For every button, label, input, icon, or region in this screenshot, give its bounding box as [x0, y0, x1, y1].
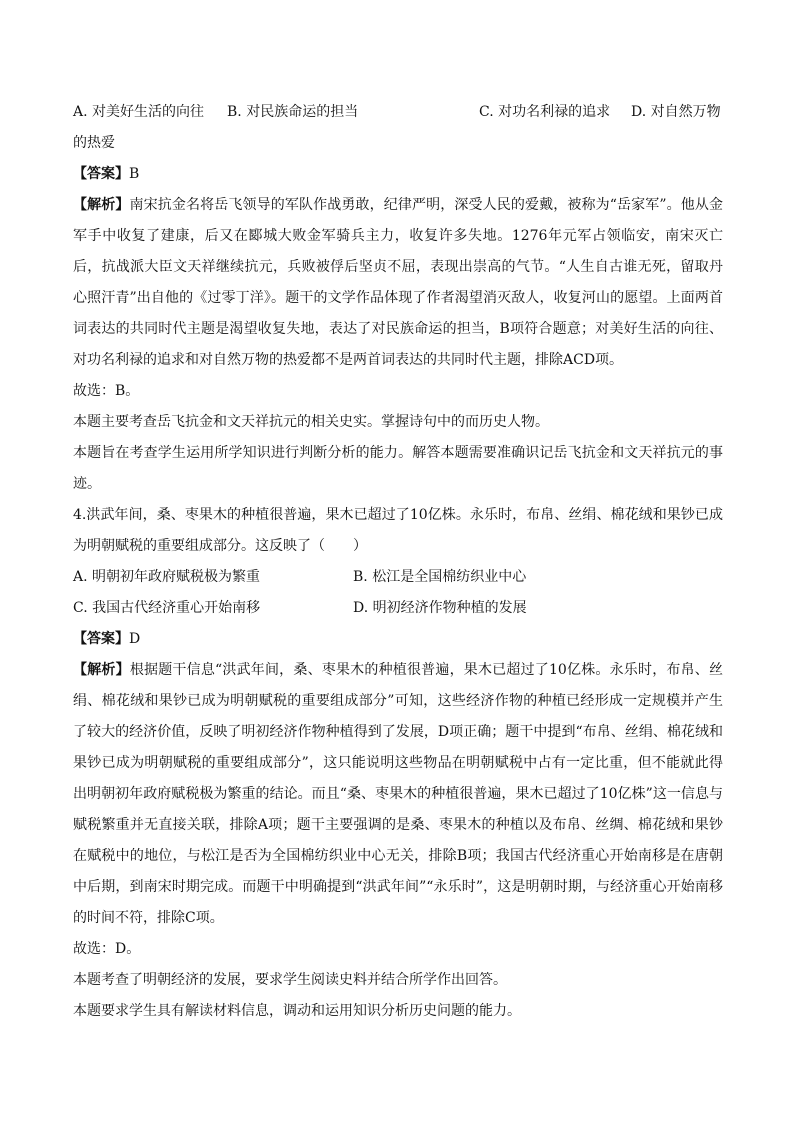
answer-tag: 【答案】: [73, 166, 129, 182]
q4-note-2: 本题要求学生具有解读材料信息，调动和运用知识分析历史问题的能力。: [73, 1003, 521, 1019]
q3-choice: 故选：B。: [73, 383, 140, 399]
q3-option-a: A. 对美好生活的向往: [73, 104, 205, 120]
q4-answer: [73, 624, 723, 655]
q4-note-1: 本题考查了明朝经济的发展，要求学生阅读史料并结合所学作出回答。: [73, 972, 507, 988]
answer-value: D: [129, 631, 141, 647]
q4-options-row-2: [73, 593, 723, 624]
analysis-text: 南宋抗金名将岳飞领导的军队作战勇敢，纪律严明，深受人民的爱戴，被称为“岳家军”。他从金军手中收复了建康，后又在郾城大败金军骑兵主力，收复许多失地。1276年元军占领临安，南宋灭亡后，抗战派大臣文天祥继续抗元，兵败被俘后坚贞不屈，表现出崇高的气节。“人生自古谁无死，留取丹心照汗青”出自他的《过零丁洋》。题干的文学作品体现了作者渴望消灭敌人，收复河山的愿望。上面两首词表达的共同时代主题是渴望收复失地，表达了对民族命运的担当，B项符合题意；对美好生活的向往、对功名利禄的追求和对自然万物的热爱都不是两首词表达的共同时代主题，排除ACD项。: [73, 197, 723, 368]
q4-analysis: [73, 655, 723, 934]
answer-tag: 【答案】: [73, 631, 129, 647]
q3-option-d-tail: 的热爱: [73, 135, 115, 151]
q3-note-2: 本题旨在考查学生运用所学知识进行判断分析的能力。解答本题需要准确识记岳飞抗金和文天祥抗元的事迹。: [73, 445, 723, 492]
analysis-text: 根据题干信息“洪武年间，桑、枣果木的种植很普遍，果木已超过了10亿株。永乐时，布帛、丝绢、棉花绒和果钞已成为明朝赋税的重要组成部分”可知，这些经济作物的种植已经形成一定规模并产生了较大的经济价值，反映了明初经济作物种植得到了发展，D项正确；题干中提到“布帛、丝绢、棉花绒和果钞已成为明朝赋税的重要组成部分”，这只能说明这些物品在明朝赋税中占有一定比重，但不能就此得出明朝初年政府赋税极为繁重的结论。而且“桑、枣果木的种植很普遍，果木已超过了10亿株”这一信息与赋税繁重并无直接关联，排除A项；题干主要强调的是桑、枣果木的种植以及布帛、丝绸、棉花绒和果钞在赋税中的地位，与松江是否为全国棉纺织业中心无关，排除B项；我国古代经济重心开始南移是在唐朝中后期，到南宋时期完成。而题干中明确提到“洪武年间”“永乐时”，这是明朝时期，与经济重心开始南移的时间不符，排除C项。: [73, 662, 723, 926]
analysis-tag: 【解析】: [73, 662, 130, 678]
q4-option-d: D. 明初经济作物种植的发展: [353, 600, 527, 616]
q4-choice: 故选：D。: [73, 941, 141, 957]
q4-option-b: B. 松江是全国棉纺织业中心: [353, 569, 527, 585]
q3-option-d: D. 对自然万物: [631, 104, 721, 120]
q3-option-c: C. 对功名利禄的追求: [479, 104, 611, 120]
q4-option-a: A. 明朝初年政府赋税极为繁重: [73, 569, 261, 585]
analysis-tag: 【解析】: [73, 197, 130, 213]
q4-option-c: C. 我国古代经济重心开始南移: [73, 600, 261, 616]
q3-option-b: B. 对民族命运的担当: [227, 104, 359, 120]
answer-value: B: [129, 166, 140, 182]
q4-stem: 4.洪武年间，桑、枣果木的种植很普遍，果木已超过了10亿株。永乐时，布帛、丝绢、棉花绒和果钞已成为明朝赋税的重要组成部分。这反映了（ ）: [73, 507, 723, 554]
q3-note-1: 本题主要考查岳飞抗金和文天祥抗元的相关史实。掌握诗句中的而历史人物。: [73, 414, 549, 430]
q3-options-row: [73, 97, 723, 128]
q4-options-row-1: [73, 562, 723, 593]
document-page: [73, 97, 723, 1027]
q3-analysis: [73, 190, 723, 376]
q3-answer: [73, 159, 723, 190]
